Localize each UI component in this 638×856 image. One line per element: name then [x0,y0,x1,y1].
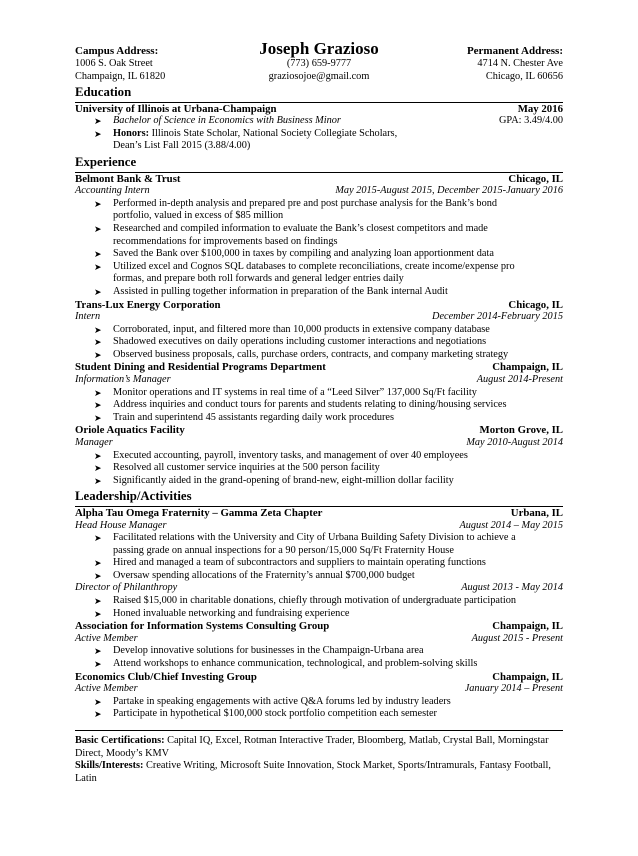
bullet-text: passing grade on annual inspections for a 90 person/15,000 Sq/Ft Fraternity House [113,544,454,556]
education-entry [75,103,563,116]
experience-heading: Experience [75,155,137,170]
certifications-label: Basic Certifications: [75,735,165,746]
arrow-bullet-icon: ➤ [94,337,102,348]
arrow-bullet-icon: ➤ [94,249,102,260]
bullet-text: portfolio, valued in excess of $85 million [113,210,284,222]
education-heading: Education [75,85,132,100]
bullet-text: Hired and managed a team of subcontractors and suppliers to maintain operating functions [113,557,486,569]
bullet-text: Significantly aided in the grand-opening of brand-new, eight-million dollar facility [113,474,454,486]
campus-address-label: Campus Address: [75,45,159,57]
job-location: Chicago, IL [508,172,563,185]
bullet-text: Resolved all customer service inquiries at the 500 person facility [113,462,380,474]
bullet-text: Develop innovative solutions for businesses in the Champaign-Urbana area [113,645,424,657]
arrow-bullet-icon: ➤ [94,608,102,619]
list-item [75,248,563,261]
experience-list [75,173,563,488]
job-subheader [75,311,563,324]
list-item [75,708,563,721]
role-subheader [75,633,563,646]
list-item [75,223,563,248]
list-item [75,557,563,570]
employer-name: Student Dining and Residential Programs Department [75,361,326,374]
organization-name: Alpha Tau Omega Fraternity – Gamma Zeta Chapter [75,506,323,519]
list-item [75,336,563,349]
footer [75,735,563,785]
arrow-bullet-icon: ➤ [94,400,102,411]
bullet-text: Saved the Bank over $100,000 in taxes by compiling and analyzing loan apportionment data [113,248,494,260]
bullet-list [75,645,563,670]
role-title: Director of Philanthropy [75,582,178,594]
role-dates: August 2014 – May 2015 [459,519,563,531]
job-header [75,424,563,437]
job-subheader [75,374,563,387]
organization-location: Champaign, IL [492,670,563,683]
permanent-city: Chicago, IL 60656 [485,70,563,82]
bullet-list [75,450,563,488]
skills-label: Skills/Interests: [75,760,144,772]
email-address: graziosojoe@gmail.com [268,70,370,82]
list-item [75,532,563,557]
role-subheader [75,582,563,595]
arrow-bullet-icon: ➤ [94,450,102,461]
list-item [75,475,563,488]
certifications-text: Capital IQ, Excel, Rotman Interactive Trader, Bloomberg, Matlab, Crystal Ball, Morningstar Direct, Moody’s KMV [75,735,549,759]
list-item [75,324,563,337]
bullet-list [75,696,563,721]
arrow-bullet-icon: ➤ [94,223,102,234]
campus-street: 1006 S. Oak Street [75,58,153,69]
education-bullets [75,115,563,153]
organization-location: Champaign, IL [492,620,563,633]
employer-name: Belmont Bank & Trust [75,172,181,185]
role-subheader [75,520,563,533]
bullet-text: formas, and prepare both roll forwards and general ledger entries daily [113,273,404,285]
arrow-bullet-icon: ➤ [94,558,102,569]
bullet-text: Raised $15,000 in charitable donations, chiefly through motivation of undergraduate participation [113,595,517,607]
role-dates: August 2015 - Present [471,632,563,644]
list-item [75,286,563,299]
arrow-bullet-icon: ➤ [94,387,102,398]
job-header [75,173,563,186]
arrow-bullet-icon: ➤ [94,198,102,209]
honors-continued: Dean’s List Fall 2015 (3.88/4.00) [113,140,251,152]
contact-header [75,40,563,83]
bullet-text: Address inquiries and conduct tours for parents and students relating to dining/housing services [113,399,507,411]
organization-name: Economics Club/Chief Investing Group [75,670,257,683]
resume-page [75,40,563,785]
permanent-address-label: Permanent Address: [466,45,563,57]
organization-header [75,507,563,520]
job-dates: December 2014-February 2015 [432,311,563,323]
permanent-street: 4714 N. Chester Ave [477,58,563,69]
bullet-text: Attend workshops to enhance communication, technological, and problem-solving skills [113,658,478,670]
job-dates: May 2010-August 2014 [466,437,563,449]
bullet-text: Performed in-depth analysis and prepared pre and post purchase analysis for the Bank’s bond [113,197,498,209]
role-title: Head House Manager [75,519,167,531]
graduation-date: May 2016 [517,102,563,115]
school-name: University of Illinois at Urbana-Champaign [75,102,277,115]
honors-text: Illinois State Scholar, National Society Collegiate Scholars, [149,127,398,139]
bullet-text: Participate in hypothetical $100,000 stock portfolio competition each semester [113,708,437,720]
employer-name: Trans-Lux Energy Corporation [75,298,221,311]
bullet-text: Assisted in pulling together information in preparation of the Bank internal Audit [113,285,448,297]
job-title: Information’s Manager [75,374,171,386]
skills [75,760,563,785]
job-title: Accounting Intern [75,185,150,197]
applicant-name: Joseph Grazioso [259,39,379,58]
bullet-text: Researched and compiled information to evaluate the Bank’s closest competitors and made [113,222,488,234]
bullet-text: recommendations for improvements based on findings [113,235,338,247]
arrow-bullet-icon: ➤ [94,412,102,423]
organization-name: Association for Information Systems Consulting Group [75,620,330,633]
bullet-text: Train and superintend 45 assistants regarding daily work procedures [113,411,395,423]
bullet-text: Partake in speaking engagements with active Q&A forums led by industry leaders [113,695,451,707]
bullet-list [75,595,563,620]
degree: Bachelor of Science in Economics with Business Minor [113,115,341,127]
list-item [75,658,563,671]
footer-divider [75,730,563,731]
list-item [75,261,563,286]
job-subheader [75,437,563,450]
arrow-bullet-icon: ➤ [94,596,102,607]
list-item [75,412,563,425]
job-location: Morton Grove, IL [479,424,563,437]
bullet-text: Utilized excel and Cognos SQL databases to complete reconciliations, create income/expense pro [113,260,515,272]
arrow-bullet-icon: ➤ [94,116,102,127]
arrow-bullet-icon: ➤ [94,709,102,720]
bullet-text: Shadowed executives on daily operations including customer interactions and negotiations [113,336,487,348]
organization-header [75,620,563,633]
arrow-bullet-icon: ➤ [94,286,102,297]
list-item [75,128,563,153]
list-item [75,399,563,412]
bullet-text: Executed accounting, payroll, inventory tasks, and management of over 40 employees [113,449,468,461]
organization-header [75,671,563,684]
arrow-bullet-icon: ➤ [94,659,102,670]
list-item [75,696,563,709]
bullet-text: Observed business proposals, calls, purchase orders, contracts, and company marketing strategy [113,348,509,360]
skills-text: Creative Writing, Microsoft Suite Innovation, Stock Market, Sports/Intramurals, Fantasy Football, Latin [75,760,551,784]
list-item [75,450,563,463]
job-header [75,361,563,374]
list-item [75,608,563,621]
arrow-bullet-icon: ➤ [94,646,102,657]
arrow-bullet-icon: ➤ [94,463,102,474]
bullet-text: Corroborated, input, and filtered more than 10,000 products in extensive company database [113,323,490,335]
list-item [75,349,563,362]
arrow-bullet-icon: ➤ [94,475,102,486]
arrow-bullet-icon: ➤ [94,349,102,360]
bullet-list [75,532,563,582]
job-subheader [75,185,563,198]
role-dates: August 2013 - May 2014 [461,582,563,594]
job-title: Manager [75,437,113,449]
job-title: Intern [75,311,101,323]
organization-location: Urbana, IL [510,506,563,519]
employer-name: Oriole Aquatics Facility [75,424,185,437]
arrow-bullet-icon: ➤ [94,570,102,581]
bullet-text: Honed invaluable networking and fundraising experience [113,607,350,619]
arrow-bullet-icon: ➤ [94,128,102,139]
bullet-text: Oversaw spending allocations of the Fraternity’s annual $700,000 budget [113,569,415,581]
list-item [75,115,563,128]
role-subheader [75,683,563,696]
job-header [75,299,563,312]
job-dates: August 2014-Present [476,374,563,386]
bullet-text: Facilitated relations with the University and City of Urbana Building Safety Division to achieve a [113,532,516,544]
list-item [75,570,563,583]
honors-label: Honors: [113,127,150,139]
certifications [75,735,563,760]
arrow-bullet-icon: ➤ [94,261,102,272]
list-item [75,198,563,223]
leadership-heading: Leadership/Activities [75,489,192,504]
arrow-bullet-icon: ➤ [94,324,102,335]
role-title: Active Member [75,632,138,644]
leadership-list [75,507,563,721]
job-location: Champaign, IL [492,361,563,374]
bullet-list [75,324,563,362]
role-title: Active Member [75,683,138,695]
bullet-list [75,387,563,425]
list-item [75,462,563,475]
gpa: GPA: 3.49/4.00 [499,115,563,127]
list-item [75,387,563,400]
arrow-bullet-icon: ➤ [94,696,102,707]
bullet-list [75,198,563,299]
phone-number: (773) 659-9777 [286,58,352,69]
job-dates: May 2015-August 2015, December 2015-January 2016 [335,185,563,197]
job-location: Chicago, IL [508,298,563,311]
list-item [75,595,563,608]
bullet-text: Monitor operations and IT systems in real time of a “Leed Silver” 137,000 Sq/Ft facility [113,386,477,398]
arrow-bullet-icon: ➤ [94,533,102,544]
campus-city: Champaign, IL 61820 [75,70,166,82]
role-dates: January 2014 – Present [464,683,563,695]
list-item [75,645,563,658]
